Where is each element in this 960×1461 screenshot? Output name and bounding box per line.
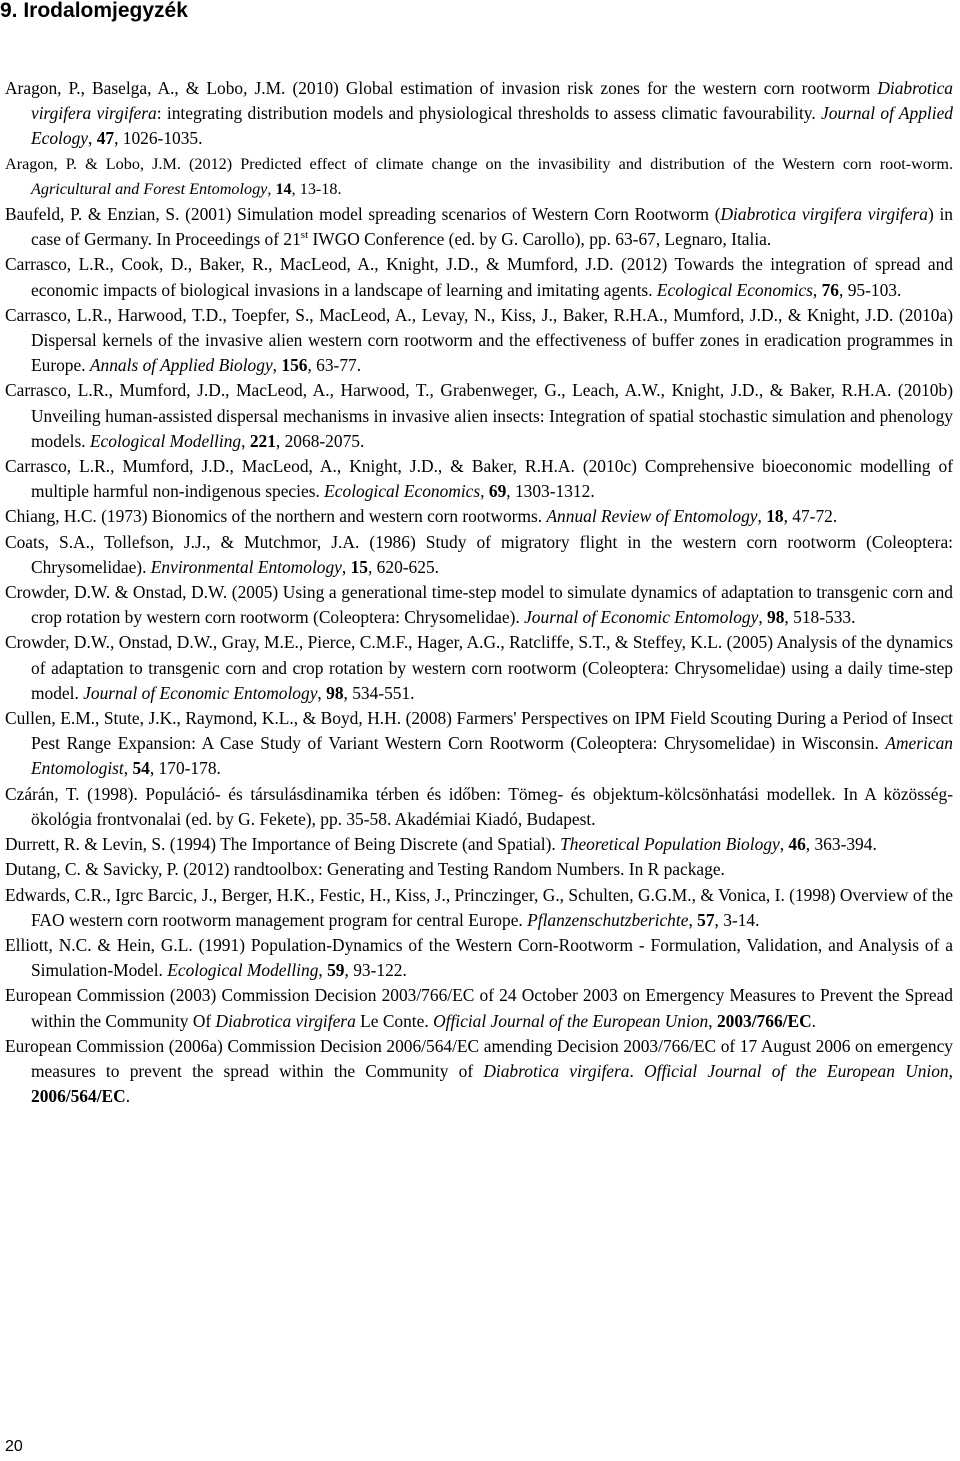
- reference-text: , 1303-1312.: [506, 481, 595, 502]
- reference-text: , 170-178.: [149, 758, 221, 779]
- italic-text: Diabrotica virgifera: [483, 1060, 630, 1081]
- reference-entry-carrasco-2012: [5, 252, 953, 302]
- reference-text: Aragon, P. & Lobo, J.M. (2012) Predicted effect of climate change on the invasibility and distribution of the Western corn root-worm.: [5, 154, 953, 173]
- reference-entry-aragon-2010: [5, 76, 953, 152]
- italic-text: Diabrotica virgifera virgifera: [31, 78, 953, 124]
- italic-text: Agricultural and Forest Entomology: [31, 179, 268, 198]
- italic-text: Official Journal of the European Union: [433, 1010, 709, 1031]
- bold-volume: 2006/564/EC: [31, 1086, 126, 1107]
- reference-text: .: [811, 1010, 816, 1031]
- italic-text: Ecological Economics: [324, 481, 481, 502]
- reference-text: ,: [948, 1060, 953, 1081]
- reference-text: ,: [812, 279, 822, 300]
- reference-text: European Commission (2006a) Commission Decision 2006/564/EC amending Decision 2003/766/EC of 17 August 2006 on emergency measures to prevent the spread within the Community of: [5, 1035, 953, 1081]
- reference-text: Cullen, E.M., Stute, J.K., Raymond, K.L., & Boyd, H.H. (2008) Farmers' Perspectives on IPM Field Scouting During a Period of Insect Pest Range Expansion: A Case Study of Variant Western Corn Rootworm (Coleoptera: Chrysomelidae) in Wisconsin.: [5, 708, 953, 754]
- bold-volume: 46: [788, 834, 806, 855]
- italic-text: Theoretical Population Biology: [560, 834, 780, 855]
- italic-text: Journal of Economic Entomology: [83, 682, 318, 703]
- bold-volume: 69: [488, 481, 507, 502]
- reference-text: , 1026-1035.: [114, 128, 203, 149]
- italic-text: American Entomologist: [31, 733, 953, 779]
- reference-text: Elliott, N.C. & Hein, G.L. (1991) Population-Dynamics of the Western Corn-Rootworm - Formulation, Validation, and Analysis of a Simulation-Model.: [5, 934, 953, 981]
- reference-entry-carrasco-2010b: [5, 378, 953, 454]
- reference-entry-ec-2006a: [5, 1034, 953, 1110]
- reference-text: , 620-625.: [367, 556, 439, 577]
- reference-text: Carrasco, L.R., Harwood, T.D., Toepfer, S., MacLeod, A., Levay, N., Kiss, J., Baker, R.H.A., Mumford, J.D., & Knight, J.D. (2010a) Dispersal kernels of the invasive alien western corn rootworm and the effectiveness of buffer zones in eradication programmes in Europe.: [5, 304, 953, 376]
- reference-text: European Commission (2003) Commission Decision 2003/766/EC of 24 October 2003 on Emergency Measures to Prevent the Spread within the Community Of: [5, 985, 953, 1031]
- reference-text: , 534-551.: [343, 682, 415, 703]
- bold-volume: 2003/766/EC: [716, 1010, 812, 1031]
- reference-text: Durrett, R. & Levin, S. (1994) The Importance of Being Discrete (and Spatial).: [5, 834, 561, 855]
- reference-text: ,: [480, 481, 489, 502]
- reference-text: Aragon, P., Baselga, A., & Lobo, J.M. (2010) Global estimation of invasion risk zones for the western corn rootworm: [5, 78, 878, 98]
- bold-volume: 54: [132, 758, 150, 779]
- reference-text: , 2068-2075.: [275, 430, 365, 451]
- italic-text: Pflanzenschutzberichte: [527, 909, 689, 930]
- reference-text: Carrasco, L.R., Mumford, J.D., MacLeod, A., Knight, J.D., & Baker, R.H.A. (2010c) Comprehensive bioeconomic modelling of multiple harmful non-indigenous species.: [5, 456, 953, 502]
- reference-text: Edwards, C.R., Igrc Barcic, J., Berger, H.K., Festic, H., Kiss, J., Princzinger, G., Schulten, G.G.M., & Vonica, I. (1998) Overview of the FAO western corn rootworm management program for central Europe.: [5, 884, 953, 930]
- reference-text: : integrating distribution models and physiological thresholds to assess climatic favourability.: [156, 103, 821, 124]
- reference-text: ,: [341, 556, 351, 577]
- bold-volume: 98: [767, 607, 785, 628]
- bold-volume: 156: [281, 355, 308, 376]
- reference-text: Chiang, H.C. (1973) Bionomics of the northern and western corn rootworms.: [5, 506, 547, 527]
- reference-text: , 47-72.: [783, 506, 838, 527]
- reference-text: ,: [272, 355, 282, 376]
- bold-volume: 57: [697, 909, 715, 930]
- reference-text: ,: [123, 758, 133, 779]
- reference-entry-crowder-2005b: [5, 630, 953, 706]
- reference-text: , 95-103.: [839, 279, 902, 300]
- bold-volume: 59: [327, 960, 345, 981]
- reference-entry-durrett-1994: [5, 832, 953, 857]
- reference-text: ,: [241, 430, 250, 451]
- reference-text: , 63-77.: [307, 355, 362, 376]
- italic-text: Journal of Economic Entomology: [524, 607, 759, 628]
- reference-text: ,: [758, 607, 768, 628]
- reference-text: ,: [757, 506, 767, 527]
- reference-entry-ec-2003: [5, 983, 953, 1033]
- reference-list: [5, 76, 953, 1109]
- reference-text: , 93-122.: [344, 960, 407, 981]
- reference-text: Coats, S.A., Tollefson, J.J., & Mutchmor, J.A. (1986) Study of migratory flight in the western corn rootworm (Coleoptera: Chrysomelidae).: [5, 531, 953, 577]
- reference-entry-elliott-1991: [5, 933, 953, 983]
- italic-text: Official Journal of the European Union: [644, 1060, 949, 1081]
- reference-text: .: [125, 1086, 131, 1107]
- reference-entry-cullen-2008: [5, 706, 953, 782]
- superscript: st: [300, 229, 309, 242]
- reference-text: Crowder, D.W., Onstad, D.W., Gray, M.E., Pierce, C.M.F., Hager, A.G., Ratcliffe, S.T., & Steffey, K.L. (2005) Analysis of the dynamics of adaptation to transgenic corn and crop rotation by western corn rootworm (Coleoptera: Chrysomelidae) using a daily time-step model.: [5, 632, 953, 703]
- bold-volume: 47: [96, 128, 115, 149]
- reference-text: Dutang, C. & Savicky, P. (2012) randtoolbox: Generating and Testing Random Numbers. In R package.: [5, 859, 725, 880]
- reference-text: ,: [779, 834, 789, 855]
- bold-volume: 98: [326, 682, 344, 703]
- reference-text: Czárán, T. (1998). Populáció- és társulásdinamika térben és időben: Tömeg- és objektum-kölcsönhatási modellek. In A közösség-ökológia frontvonalai (ed. by G. Fekete), pp. 35-58. Akadémiai Kiadó, Budapest.: [5, 783, 953, 829]
- reference-text: Le Conte.: [355, 1010, 434, 1031]
- reference-entry-dutang-2012: [5, 857, 953, 882]
- reference-text: , 3-14.: [714, 909, 760, 930]
- reference-entry-baufeld-2001: [5, 202, 953, 252]
- bold-volume: 18: [766, 506, 784, 527]
- italic-text: Annual Review of Entomology: [546, 506, 758, 527]
- italic-text: Environmental Entomology: [150, 556, 342, 577]
- reference-entry-carrasco-2010c: [5, 454, 953, 504]
- reference-entry-carrasco-2010a: [5, 303, 953, 379]
- reference-text: Carrasco, L.R., Mumford, J.D., MacLeod, A., Harwood, T., Grabenweger, G., Leach, A.W., Knight, J.D., & Baker, R.H.A. (2010b) Unveiling human-assisted dispersal mechanisms in invasive alien insects: Integration of spatial stochastic simulation and phenology models.: [5, 380, 953, 451]
- reference-text: ,: [708, 1010, 717, 1031]
- reference-text: , 363-394.: [805, 834, 877, 855]
- reference-text: Baufeld, P. & Enzian, S. (2001) Simulation model spreading scenarios of Western Corn Rootworm (: [5, 204, 721, 225]
- reference-entry-crowder-2005a: [5, 580, 953, 630]
- bold-volume: 221: [249, 430, 276, 451]
- italic-text: Ecological Modelling: [167, 960, 319, 981]
- reference-text: .: [629, 1060, 645, 1081]
- italic-text: Diabrotica virgifera: [215, 1010, 356, 1031]
- reference-text: ,: [688, 909, 698, 930]
- reference-text: ,: [317, 682, 327, 703]
- reference-text: ,: [267, 179, 276, 198]
- reference-text: IWGO Conference (ed. by G. Carollo), pp. 63-67, Legnaro, Italia.: [308, 229, 772, 250]
- reference-text: ,: [318, 960, 328, 981]
- reference-entry-edwards-1998: [5, 883, 953, 933]
- reference-entry-chiang-1973: [5, 504, 953, 529]
- bold-volume: 76: [821, 279, 839, 300]
- section-heading: 9. Irodalomjegyzék: [0, 0, 188, 22]
- italic-text: Diabrotica virgifera virgifera: [720, 204, 928, 225]
- italic-text: Journal of Applied Ecology: [31, 103, 953, 149]
- page-number: 20: [5, 1438, 23, 1455]
- reference-text: , 518-533.: [784, 607, 856, 628]
- reference-entry-coats-1986: [5, 530, 953, 580]
- reference-text: ) in case of Germany. In Proceedings of 21: [31, 204, 953, 250]
- bold-volume: 15: [350, 556, 368, 577]
- reference-entry-czaran-1998: [5, 782, 953, 832]
- reference-text: Carrasco, L.R., Cook, D., Baker, R., MacLeod, A., Knight, J.D., & Mumford, J.D. (2012) Towards the integration of spread and economic impacts of biological invasions in a landscape of learning and imitating agents.: [5, 254, 953, 300]
- italic-text: Ecological Economics: [656, 279, 813, 300]
- reference-entry-aragon-2012: [5, 152, 953, 202]
- italic-text: Ecological Modelling: [89, 430, 242, 451]
- bold-volume: 14: [275, 179, 292, 198]
- reference-text: ,: [87, 128, 97, 149]
- reference-text: Crowder, D.W. & Onstad, D.W. (2005) Using a generational time-step model to simulate dynamics of adaptation to transgenic corn and crop rotation by western corn rootworm (Coleoptera: Chrysomelidae).: [5, 582, 953, 628]
- italic-text: Annals of Applied Biology: [89, 355, 273, 376]
- reference-text: , 13-18.: [291, 179, 342, 198]
